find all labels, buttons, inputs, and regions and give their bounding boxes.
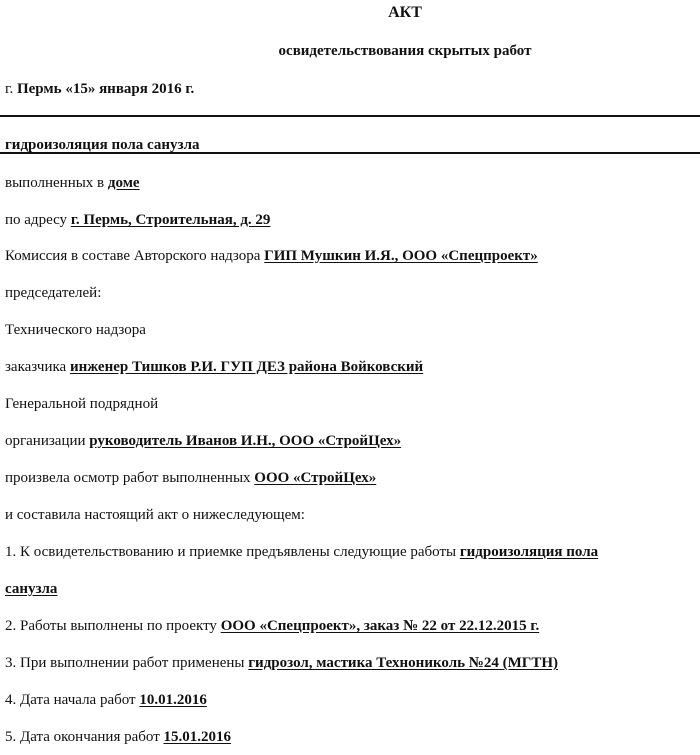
document-title: АКТ (388, 4, 422, 21)
item-5-label: 5. Дата окончания работ (5, 729, 164, 745)
address-line (5, 211, 270, 229)
inspection-value: ООО «СтройЦех» (254, 470, 377, 486)
organization-line (5, 432, 401, 450)
item-1-value-cont: санузла (5, 581, 58, 597)
item-5-value: 15.01.2016 (163, 729, 232, 745)
item-3-value: гидрозол, мастика Технониколь №24 (МГТН) (248, 655, 558, 671)
date-day: 15 (72, 81, 88, 97)
date-day-close: » (87, 81, 100, 97)
address-label: по адресу (5, 212, 71, 228)
commission-line (5, 247, 538, 265)
organization-label: организации (5, 433, 90, 449)
document-subtitle: освидетельствования скрытых работ (278, 43, 532, 59)
organization-value: руководитель Иванов И.Н., ООО «СтройЦех» (89, 433, 402, 449)
chairmen-label: председателей: (5, 285, 102, 301)
commission-value: ГИП Мушкин И.Я., ООО «Спецпроект» (264, 248, 538, 264)
item-1-label: 1. К освидетельствованию и приемке предъявлены следующие работы (5, 544, 460, 560)
date-day-open: « (61, 81, 73, 97)
item-5-line (5, 728, 231, 746)
customer-label: заказчика (5, 359, 70, 375)
general-contractor-label: Генеральной подрядной (5, 396, 159, 412)
date-year: 2016 г. (147, 81, 195, 97)
commission-label: Комиссия в составе Авторского надзора (5, 248, 265, 264)
date-month: января (99, 81, 148, 97)
performed-in-value: доме (107, 175, 140, 191)
place-prefix: г. (5, 81, 17, 97)
work-title: гидроизоляция пола санузла (5, 137, 200, 153)
item-2-label: 2. Работы выполнены по проекту (5, 618, 221, 634)
address-value: г. Пермь, Строительная, д. 29 (70, 212, 271, 228)
performed-in-line (5, 174, 140, 192)
item-2-line (5, 617, 539, 635)
performed-in-label: выполненных в (5, 175, 108, 191)
inspection-line (5, 469, 376, 487)
compiled-label: и составила настоящий акт о нижеследующем: (5, 507, 305, 523)
item-4-label: 4. Дата начала работ (5, 692, 140, 708)
divider-top (0, 115, 700, 117)
tech-supervision-label: Технического надзора (5, 322, 146, 338)
item-4-line (5, 691, 207, 709)
place-date-line (5, 80, 194, 98)
customer-value: инженер Тишков Р.И. ГУП ДЕЗ района Войковский (69, 359, 424, 375)
item-1-line (5, 543, 598, 561)
customer-line (5, 358, 423, 376)
place-city: Пермь (16, 81, 62, 97)
item-3-label: 3. При выполнении работ применены (5, 655, 249, 671)
item-4-value: 10.01.2016 (139, 692, 207, 708)
divider-bottom (0, 152, 700, 154)
inspection-label: произвела осмотр работ выполненных (5, 470, 255, 486)
item-2-value: ООО «Спецпроект», заказ № 22 от 22.12.2015 г. (220, 618, 540, 634)
item-3-line (5, 654, 558, 672)
item-1-continuation (5, 580, 57, 598)
item-1-value: гидроизоляция пола (459, 544, 599, 560)
